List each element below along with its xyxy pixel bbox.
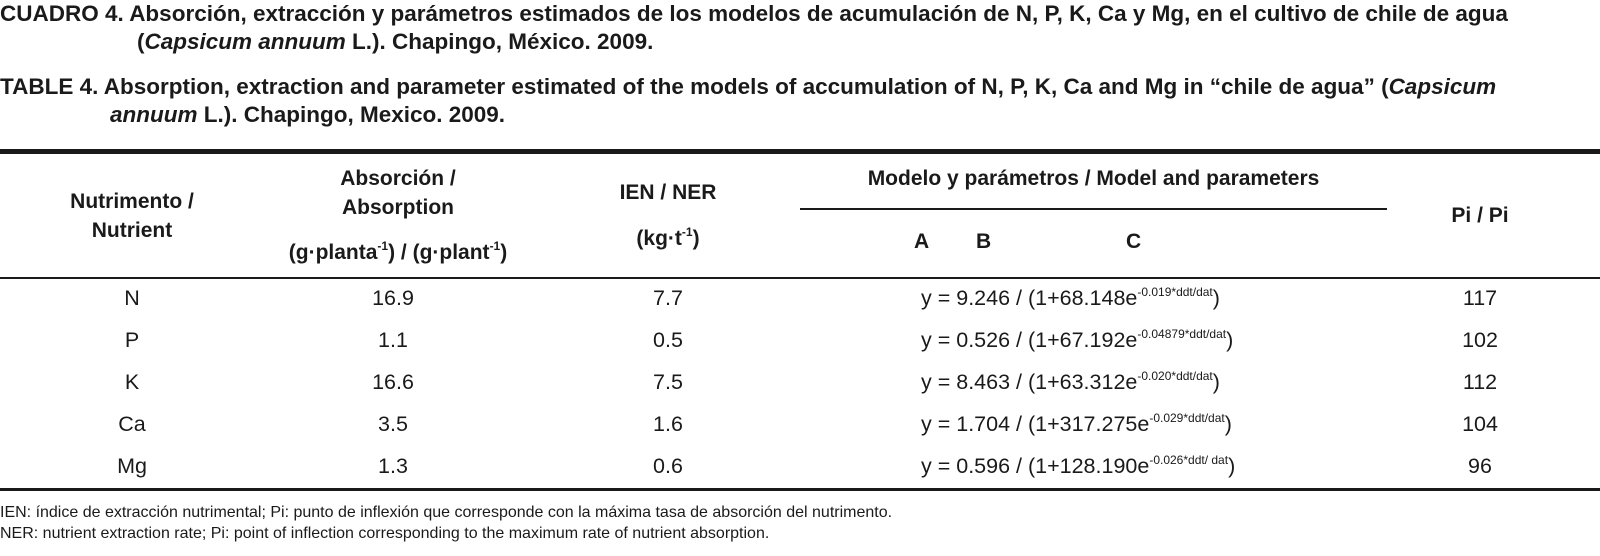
cell-absorption: 3.5: [378, 412, 408, 436]
absorption-unit-part-b: ) / (g·plant: [388, 241, 490, 264]
absorption-unit-part-c: ): [500, 241, 508, 264]
caption-en-genus: Capsicum: [1388, 74, 1497, 99]
caption-es-line2-rest: L.). Chapingo, México. 2009.: [345, 29, 654, 54]
header-ien-l1: IEN / NER: [619, 181, 717, 204]
model-close-paren: ): [1224, 412, 1232, 436]
header-nutrient: [32, 187, 232, 245]
caption-text-es-line1: Absorción, extracción y parámetros estimados de los modelos de acumulación de N, P, K, Ca y Mg, en el cultivo de chile de agua: [129, 1, 1508, 26]
model-equation: y = 0.526 / (1+67.192e: [921, 328, 1138, 352]
model-close-paren: ): [1228, 454, 1236, 478]
header-pi: Pi / Pi: [1451, 204, 1509, 227]
table-bottom-rule: [0, 488, 1600, 491]
caption-es-line2: (Capsicum annuum L.). Chapingo, México. 2009.: [137, 29, 654, 54]
cell-model: [921, 368, 1220, 396]
header-absorption: [248, 164, 548, 267]
cell-pi: 102: [1462, 328, 1498, 352]
model-exponent: -0.029*ddt/dat: [1149, 411, 1225, 425]
cell-nutrient: Ca: [118, 412, 146, 436]
caption-en-line2: [110, 101, 505, 129]
model-exponent: -0.020*ddt/dat: [1137, 369, 1213, 383]
absorption-unit-exp1: -1: [377, 239, 389, 253]
model-equation: y = 8.463 / (1+63.312e: [921, 370, 1138, 394]
cell-nutrient: Mg: [117, 454, 147, 478]
cell-nutrient: P: [124, 328, 140, 352]
cell-pi: 117: [1462, 286, 1498, 310]
absorption-unit-exp2: -1: [489, 239, 501, 253]
header-absorption-l1: Absorción /: [340, 167, 456, 190]
cell-absorption: 1.3: [378, 454, 408, 478]
caption-label-en: TABLE 4.: [0, 74, 99, 99]
table-header-rule: [0, 277, 1600, 279]
cell-nutrient: N: [124, 286, 140, 310]
cell-ien: 7.7: [653, 286, 683, 310]
cell-model: [921, 410, 1232, 438]
cell-pi: 96: [1468, 454, 1492, 478]
cell-model: [921, 452, 1235, 480]
model-exponent: -0.019*ddt/dat: [1137, 285, 1213, 299]
header-param-c: C: [1126, 230, 1142, 253]
model-exponent: -0.04879*ddt/dat: [1137, 327, 1227, 341]
header-absorption-unit: [248, 238, 548, 267]
cell-absorption: 16.6: [372, 370, 414, 394]
caption-es-species: Capsicum annuum: [144, 29, 346, 54]
cell-model: [921, 284, 1220, 312]
model-close-paren: ): [1226, 328, 1234, 352]
model-header-rule: [800, 208, 1387, 210]
ien-unit-exp: -1: [681, 225, 693, 239]
model-close-paren: ): [1212, 370, 1220, 394]
table-caption-spanish: [0, 0, 1508, 54]
header-absorption-l2: Absorption: [342, 196, 454, 219]
cell-absorption: 1.1: [378, 328, 408, 352]
model-exponent: -0.026*ddt/ dat: [1149, 453, 1229, 467]
cell-ien: 7.5: [653, 370, 683, 394]
ien-unit-part-a: (kg·t: [636, 227, 682, 250]
header-ien: [588, 178, 748, 253]
header-nutrient-l1: Nutrimento /: [70, 190, 194, 213]
header-param-b: B: [976, 230, 992, 253]
cell-absorption: 16.9: [372, 286, 414, 310]
model-close-paren: ): [1212, 286, 1220, 310]
cell-ien: 0.5: [653, 328, 683, 352]
caption-text-en-line1: Absorption, extraction and parameter estimated of the models of accumulation of N, P, K, Ca and Mg in “chile de agua” (: [103, 74, 1389, 99]
model-equation: y = 1.704 / (1+317.275e: [921, 412, 1150, 436]
model-equation: y = 9.246 / (1+68.148e: [921, 286, 1138, 310]
cell-nutrient: K: [124, 370, 140, 394]
table-caption-english: [0, 73, 1497, 127]
ien-unit-part-b: ): [692, 227, 700, 250]
absorption-unit-part-a: (g·planta: [288, 241, 378, 264]
caption-label-es: CUADRO 4.: [0, 1, 124, 26]
header-model: Modelo y parámetros / Model and parameters: [867, 167, 1320, 190]
cell-model: [921, 326, 1233, 354]
cell-ien: 0.6: [653, 454, 683, 478]
caption-en-species: annuum: [110, 102, 198, 127]
caption-en-line2-rest: L.). Chapingo, Mexico. 2009.: [197, 102, 506, 127]
cell-pi: 104: [1462, 412, 1498, 436]
cell-pi: 112: [1462, 370, 1498, 394]
header-nutrient-l2: Nutrient: [91, 219, 173, 242]
header-param-a: A: [914, 230, 930, 253]
table-top-rule: [0, 149, 1600, 154]
header-ien-unit: [588, 224, 748, 253]
footnote-english: NER: nutrient extraction rate; Pi: point of inflection corresponding to the maximum rate of nutrient absorption.: [0, 525, 770, 542]
model-equation: y = 0.596 / (1+128.190e: [921, 454, 1150, 478]
cell-ien: 1.6: [653, 412, 683, 436]
footnote-spanish: IEN: índice de extracción nutrimental; Pi: punto de inflexión que corresponde con la máxima tasa de absorción del nutrimento.: [0, 504, 893, 521]
